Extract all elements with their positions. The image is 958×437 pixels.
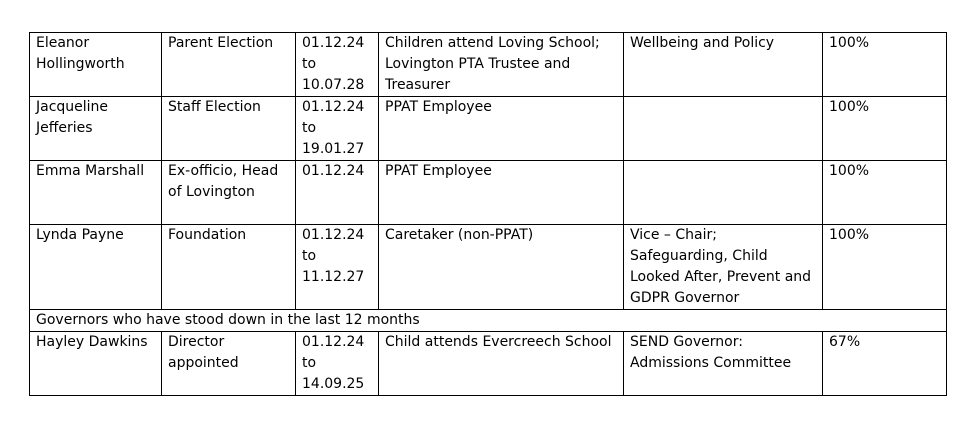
appointment-type: Staff Election: [162, 97, 296, 161]
attendance: 100%: [823, 225, 947, 310]
attendance: 100%: [823, 33, 947, 97]
appointment-type: Foundation: [162, 225, 296, 310]
table-row: [30, 332, 947, 396]
business-interests: Child attends Evercreech School: [379, 332, 624, 396]
appointment-type: Ex-officio, Head of Lovington: [162, 161, 296, 225]
governors-table: [29, 32, 947, 396]
responsibility: Wellbeing and Policy: [624, 33, 823, 97]
governor-name: Jacqueline Jefferies: [30, 97, 162, 161]
governor-name: Lynda Payne: [30, 225, 162, 310]
appointment-type: Director appointed: [162, 332, 296, 396]
governor-name: Emma Marshall: [30, 161, 162, 225]
responsibility: [624, 161, 823, 225]
governor-name: Hayley Dawkins: [30, 332, 162, 396]
term-of-office: 01.12.24 to 10.07.28: [296, 33, 379, 97]
attendance: 100%: [823, 161, 947, 225]
table-row: [30, 33, 947, 97]
responsibility: SEND Governor: Admissions Committee: [624, 332, 823, 396]
table-row: [30, 161, 947, 225]
table-row: [30, 225, 947, 310]
governor-name: Eleanor Hollingworth: [30, 33, 162, 97]
business-interests: Caretaker (non-PPAT): [379, 225, 624, 310]
business-interests: PPAT Employee: [379, 161, 624, 225]
responsibility: Vice – Chair; Safeguarding, Child Looked After, Prevent and GDPR Governor: [624, 225, 823, 310]
term-of-office: 01.12.24 to 11.12.27: [296, 225, 379, 310]
term-of-office: 01.12.24 to 14.09.25: [296, 332, 379, 396]
responsibility: [624, 97, 823, 161]
section-heading: Governors who have stood down in the last 12 months: [30, 310, 947, 332]
term-of-office: 01.12.24 to 19.01.27: [296, 97, 379, 161]
table-row: [30, 97, 947, 161]
business-interests: PPAT Employee: [379, 97, 624, 161]
term-of-office: 01.12.24: [296, 161, 379, 225]
section-heading-row: [30, 310, 947, 332]
appointment-type: Parent Election: [162, 33, 296, 97]
attendance: 100%: [823, 97, 947, 161]
attendance: 67%: [823, 332, 947, 396]
business-interests: Children attend Loving School; Lovington PTA Trustee and Treasurer: [379, 33, 624, 97]
